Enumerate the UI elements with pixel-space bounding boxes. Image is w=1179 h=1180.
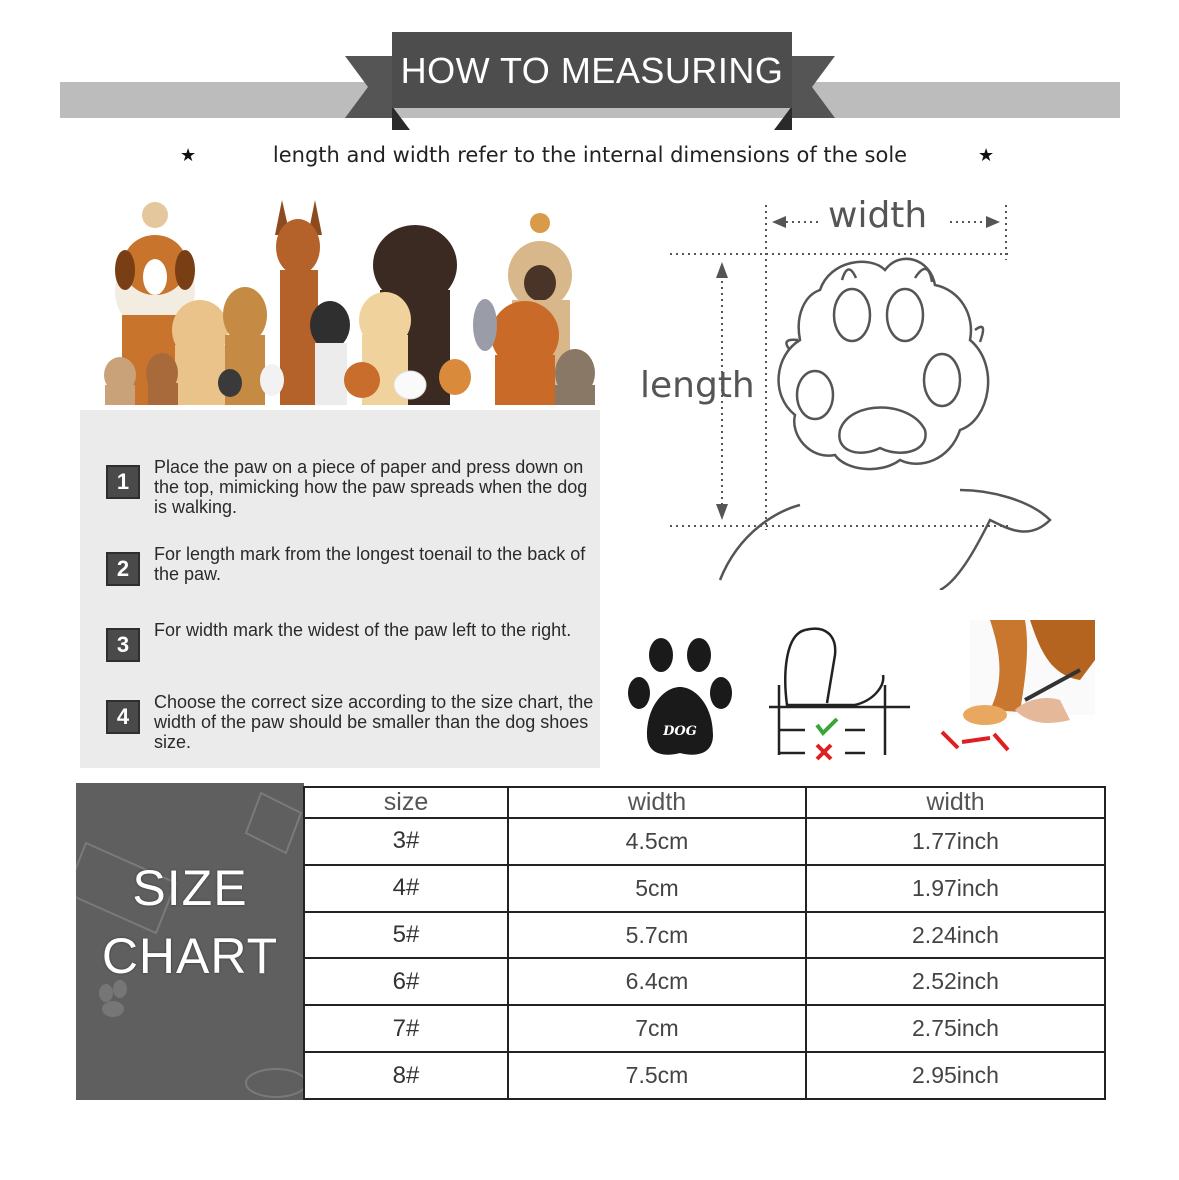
- size-chart-title-line2: CHART: [101, 928, 279, 984]
- paw-print-icon: [625, 625, 735, 765]
- dogs-group-illustration: [100, 195, 600, 410]
- width-inch-cell: 2.95inch: [806, 1052, 1105, 1099]
- size-cell: 6#: [304, 958, 508, 1005]
- size-cell: 7#: [304, 1005, 508, 1052]
- size-cell: 3#: [304, 818, 508, 865]
- dog-paw-photo: [930, 620, 1095, 760]
- star-icon: ★: [978, 145, 995, 165]
- header-size: size: [304, 787, 508, 818]
- table-row: [304, 1005, 1105, 1052]
- header-width-cm: width: [508, 787, 806, 818]
- step-text: For length mark from the longest toenail to the back of the paw.: [154, 544, 586, 584]
- width-cm-cell: 5cm: [508, 865, 806, 912]
- step-number: 4: [106, 700, 140, 734]
- width-label: width: [828, 195, 928, 236]
- width-cm-cell: 7.5cm: [508, 1052, 806, 1099]
- header-width-inch: width: [806, 787, 1105, 818]
- shoe-fit-icon: [765, 625, 915, 765]
- table-row: [304, 958, 1105, 1005]
- step-number: 2: [106, 552, 140, 586]
- step-number: 1: [106, 465, 140, 499]
- table-row: [304, 865, 1105, 912]
- size-chart-label-panel: [76, 783, 304, 1100]
- width-cm-cell: 7cm: [508, 1005, 806, 1052]
- size-chart-table: [303, 786, 1106, 1100]
- size-cell: 5#: [304, 912, 508, 959]
- cross-icon: [817, 745, 831, 759]
- subtitle: length and width refer to the internal dimensions of the sole: [272, 143, 908, 167]
- check-icon: [817, 719, 837, 733]
- size-chart-title-line1: SIZE: [132, 860, 248, 916]
- width-inch-cell: 1.97inch: [806, 865, 1105, 912]
- step-number: 3: [106, 628, 140, 662]
- paw-stamp-text: DOG: [663, 724, 697, 739]
- star-icon: ★: [180, 145, 197, 165]
- width-inch-cell: 2.52inch: [806, 958, 1105, 1005]
- step-text: Place the paw on a piece of paper and press down on the top, mimicking how the paw spreads when the dog is walking.: [154, 457, 588, 517]
- table-row: [304, 818, 1105, 865]
- width-cm-cell: 6.4cm: [508, 958, 806, 1005]
- width-inch-cell: 1.77inch: [806, 818, 1105, 865]
- width-inch-cell: 2.75inch: [806, 1005, 1105, 1052]
- width-cm-cell: 5.7cm: [508, 912, 806, 959]
- width-inch-cell: 2.24inch: [806, 912, 1105, 959]
- size-cell: 4#: [304, 865, 508, 912]
- table-header-row: [304, 787, 1105, 818]
- table-row: [304, 1052, 1105, 1099]
- size-cell: 8#: [304, 1052, 508, 1099]
- page-title: HOW TO MEASURING: [400, 50, 784, 91]
- length-label: length: [640, 365, 755, 406]
- width-cm-cell: 4.5cm: [508, 818, 806, 865]
- step-text: Choose the correct size according to the size chart, the width of the paw should be smaller than the dog shoes size.: [154, 692, 594, 752]
- step-text: For width mark the widest of the paw left to the right.: [154, 620, 572, 640]
- table-row: [304, 912, 1105, 959]
